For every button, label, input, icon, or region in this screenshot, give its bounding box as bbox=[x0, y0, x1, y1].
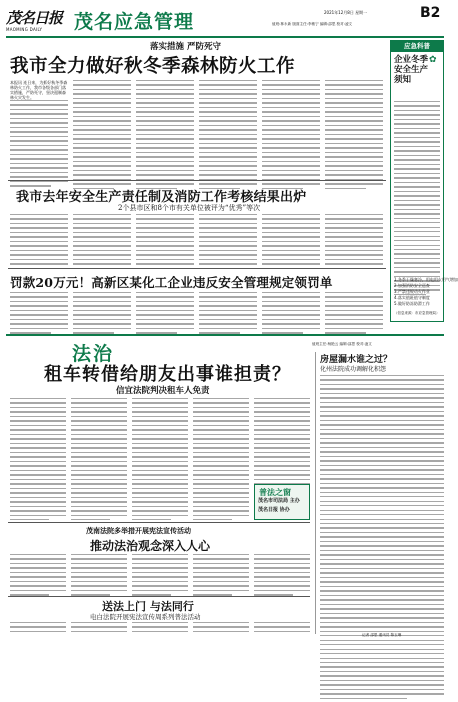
footer-credit: 记者 邵思 通讯员 陈玉琳 bbox=[362, 633, 402, 637]
article2-col-6 bbox=[325, 214, 383, 272]
law-col-4 bbox=[193, 398, 249, 524]
article5-body bbox=[10, 554, 310, 594]
article3-col-6 bbox=[325, 292, 383, 337]
law-col-3 bbox=[132, 398, 188, 524]
law-col-1 bbox=[10, 398, 66, 524]
logo bbox=[6, 7, 64, 32]
sidebar-item-5: 5.做好防冻防滑工作 bbox=[394, 301, 430, 306]
date-line: 2021年12月8日 星期一 bbox=[324, 10, 368, 15]
article2-col-4 bbox=[199, 214, 257, 272]
law-subhead: 信宜法院判决租车人免责 bbox=[116, 386, 210, 396]
article2-col-5 bbox=[262, 214, 320, 272]
page-number: B2 bbox=[420, 5, 441, 21]
article1-col-2 bbox=[73, 80, 131, 192]
article2-col-3 bbox=[136, 214, 194, 272]
article2-col-2 bbox=[73, 214, 131, 272]
article5-headline: 推动法治观念深入人心 bbox=[90, 539, 211, 553]
article2-col-1 bbox=[10, 214, 68, 272]
sidebar-item-1: 1.冬季干燥寒冷，用电用火用气增加 bbox=[394, 277, 458, 282]
law-section-label: 法治 bbox=[72, 343, 115, 365]
article1-col-1 bbox=[10, 100, 68, 190]
article1-col-4 bbox=[199, 80, 257, 192]
ad-title: 普法之窗 bbox=[259, 487, 291, 497]
ad-box bbox=[254, 484, 310, 520]
logo-text: 茂名日报 bbox=[6, 9, 63, 27]
sidebar-body bbox=[394, 101, 458, 298]
sidebar-label: 应急科普 bbox=[391, 41, 443, 52]
ad-line-1: 茂名市司法局 主办 bbox=[258, 498, 300, 504]
sidebar-title: 企业冬季安全生产须知 bbox=[394, 55, 429, 85]
article1-lead: 本报讯 连日来，为抓好秋冬季森林防火工作，我市各级各部门落实措施，严防死守，坚决遏制森林火灾发生。 bbox=[10, 80, 68, 100]
article1-col-3 bbox=[136, 80, 194, 192]
logo-en: MAOMING DAILY bbox=[6, 27, 43, 32]
divider-2 bbox=[8, 268, 386, 269]
article5-kicker: 茂南法院多举措开展宪法宣传活动 bbox=[86, 526, 191, 535]
article3-col-4 bbox=[199, 292, 257, 337]
divider-3 bbox=[8, 522, 310, 523]
article5-col-4 bbox=[193, 554, 249, 599]
article1-headline: 我市全力做好秋冬季森林防火工作 bbox=[10, 56, 296, 77]
law-col-5 bbox=[254, 398, 310, 492]
article3-col-5 bbox=[262, 292, 320, 337]
article6-col-5 bbox=[254, 622, 310, 635]
article5-col-5 bbox=[254, 554, 310, 599]
section-title: 茂名应急管理 bbox=[74, 11, 195, 33]
law-editors-line: 值班主任:杨艳云 编辑:邵思 校对:凌文 bbox=[312, 342, 372, 346]
article3-col-3 bbox=[136, 292, 194, 337]
divider-4 bbox=[8, 596, 310, 597]
article6-subhead: 电白法院开展宪法宣传周系列普法活动 bbox=[90, 613, 201, 621]
article4-headline: 房屋漏水谁之过？ bbox=[320, 355, 393, 365]
article2-subhead: 2个县市区和8个市有关单位被评为“优秀”等次 bbox=[118, 204, 261, 212]
right-col-divider bbox=[315, 352, 316, 634]
article3-headline: 罚款20万元！高新区某化工企业违反安全管理规定领罚单 bbox=[10, 275, 333, 290]
sidebar-item-4: 4.落实值班值守制度 bbox=[394, 295, 430, 300]
section-rule bbox=[6, 334, 444, 336]
article5-col-3 bbox=[132, 554, 188, 599]
law-col-2 bbox=[71, 398, 127, 524]
article6-col-1 bbox=[10, 622, 66, 635]
article5-col-2 bbox=[71, 554, 127, 599]
article1-col-6 bbox=[325, 80, 383, 192]
article1-col-5 bbox=[262, 80, 320, 192]
law-headline: 租车转借给朋友出事谁担责？ bbox=[44, 364, 291, 385]
article6-col-2 bbox=[71, 622, 127, 635]
article3-col-1 bbox=[10, 292, 68, 337]
article6-col-3 bbox=[132, 622, 188, 635]
masthead bbox=[6, 5, 444, 35]
sidebar bbox=[390, 40, 458, 322]
masthead-rule bbox=[6, 36, 444, 38]
article6-col-4 bbox=[193, 622, 249, 635]
article4-body bbox=[320, 375, 444, 702]
flower-icon: ✿ bbox=[429, 55, 437, 65]
article1-kicker: 落实措施 严防死守 bbox=[150, 42, 221, 52]
article2-body bbox=[10, 214, 386, 266]
article4-subhead: 化州法院成功调解化积怨 bbox=[320, 366, 387, 373]
article3-col-2 bbox=[73, 292, 131, 337]
ad-line-2: 茂名日报 协办 bbox=[258, 507, 290, 513]
article5-col-1 bbox=[10, 554, 66, 599]
divider-1 bbox=[8, 180, 386, 181]
sidebar-source: （信息来源：市应急管理局） bbox=[394, 311, 440, 315]
article1-body bbox=[10, 80, 386, 175]
editors-line: 值班:林永新 版面主任:李敏宁 编辑:邵思 校对:凌文 bbox=[272, 22, 353, 26]
sidebar-item-3: 3.严禁违规动火作业 bbox=[394, 289, 430, 294]
article6-body bbox=[10, 622, 310, 636]
article3-body bbox=[10, 292, 386, 332]
article6-headline: 送法上门 与法同行 bbox=[102, 600, 194, 613]
sidebar-item-2: 2.加强消防安全巡查 bbox=[394, 283, 430, 288]
article2-headline: 我市去年安全生产责任制及消防工作考核结果出炉 bbox=[16, 190, 307, 205]
